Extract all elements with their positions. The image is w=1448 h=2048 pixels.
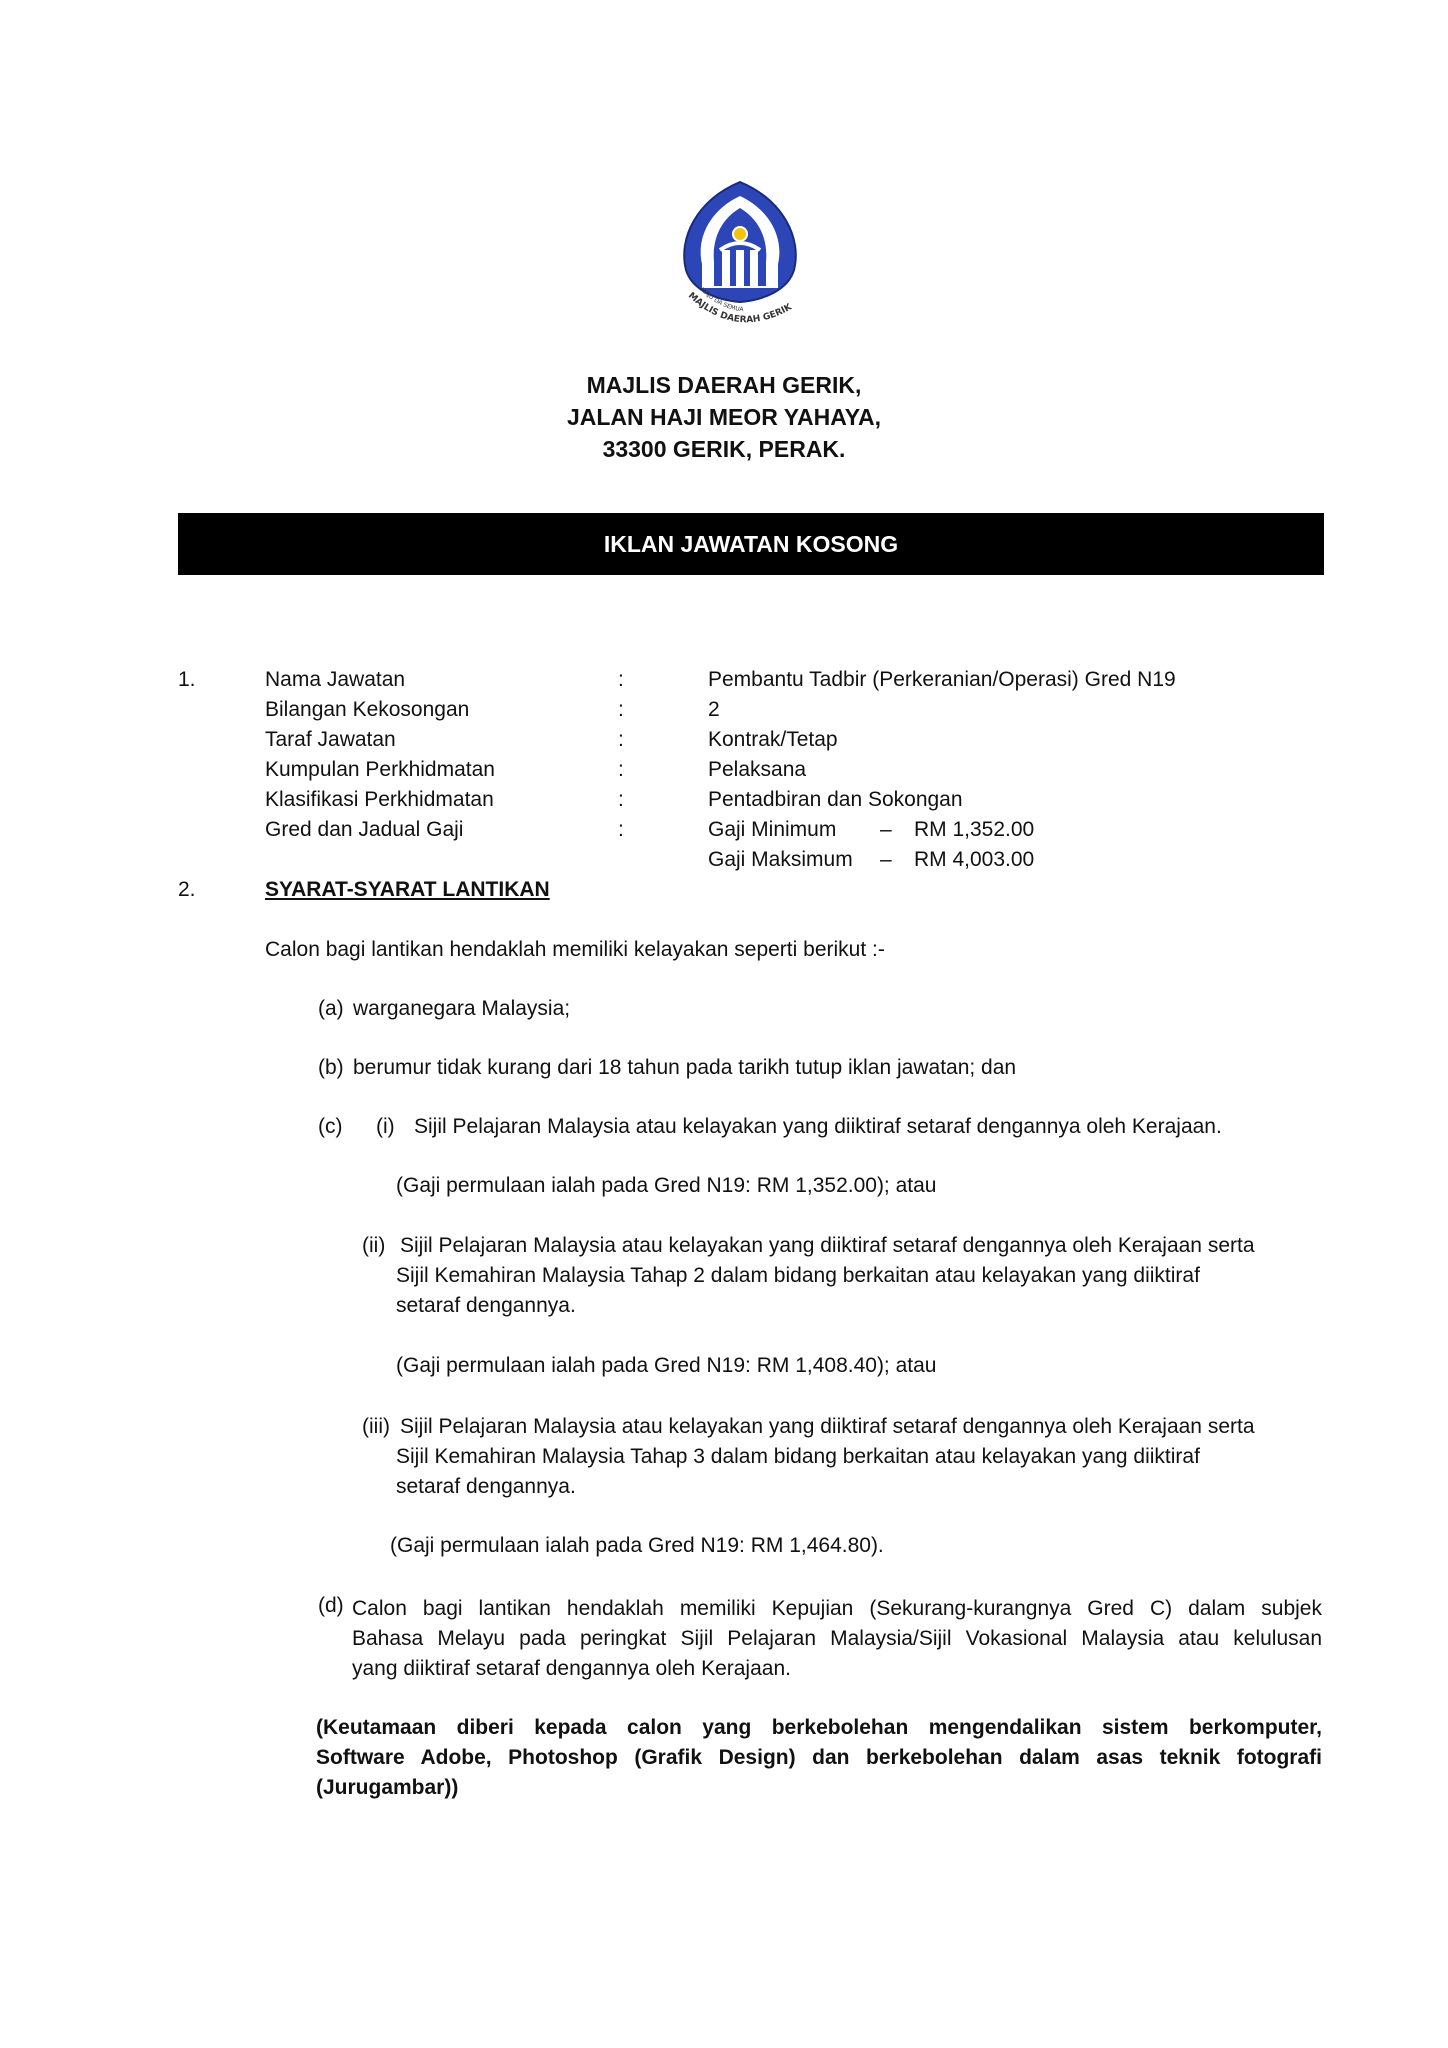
council-emblem-icon [672,178,808,334]
title-banner: IKLAN JAWATAN KOSONG [178,513,1324,575]
item-d-line2: Bahasa Melayu pada peringkat Sijil Pelajaran Malaysia/Sijil Vokasional Malaysia atau kelulusan [352,1627,1322,1650]
section-2-title: SYARAT-SYARAT LANTIKAN [265,878,550,901]
section-1-number: 1. [178,668,196,691]
item-b-text: berumur tidak kurang dari 18 tahun pada tarikh tutup iklan jawatan; dan [353,1056,1017,1079]
priority-note-line3: (Jurugambar)) [316,1776,459,1799]
field-value-nama-jawatan: Pembantu Tadbir (Perkeranian/Operasi) Gred N19 [708,668,1176,691]
item-a-mark: (a) [318,997,344,1020]
salary-max-amount: RM 4,003.00 [914,848,1035,871]
field-label-nama-jawatan: Nama Jawatan [265,668,406,691]
salary-max-dash: – [880,848,892,871]
item-c-iii-line3: setaraf dengannya. [396,1475,576,1498]
priority-note-line2: Software Adobe, Photoshop (Grafik Design) dan berkebolehan dalam asas teknik fotografi [316,1746,1322,1769]
field-label-klasifikasi: Klasifikasi Perkhidmatan [265,788,494,811]
field-colon: : [618,818,624,841]
field-label-bilangan: Bilangan Kekosongan [265,698,470,721]
item-c-ii-line2: Sijil Kemahiran Malaysia Tahap 2 dalam bidang berkaitan atau kelayakan yang diiktiraf [396,1264,1200,1287]
item-a-text: warganegara Malaysia; [353,997,571,1020]
logo-motto-text: MAJU DA SEMUA [698,286,744,314]
salary-min-dash: – [880,818,892,841]
priority-note-line1: (Keutamaan diberi kepada calon yang berkebolehan mengendalikan sistem berkomputer, [316,1716,1322,1739]
item-c-iii-line1: Sijil Pelajaran Malaysia atau kelayakan yang diiktiraf setaraf dengannya oleh Kerajaan serta [400,1415,1255,1438]
salary-max-label: Gaji Maksimum [708,848,853,871]
field-value-klasifikasi: Pentadbiran dan Sokongan [708,788,963,811]
item-c-i-note: (Gaji permulaan ialah pada Gred N19: RM 1,352.00); atau [396,1174,937,1197]
salary-min-label: Gaji Minimum [708,818,837,841]
item-c-iii-line2: Sijil Kemahiran Malaysia Tahap 3 dalam bidang berkaitan atau kelayakan yang diiktiraf [396,1445,1200,1468]
field-value-kumpulan: Pelaksana [708,758,807,781]
item-c-ii-line1: Sijil Pelajaran Malaysia atau kelayakan yang diiktiraf setaraf dengannya oleh Kerajaan serta [400,1234,1255,1257]
salary-min-amount: RM 1,352.00 [914,818,1035,841]
field-colon: : [618,728,624,751]
item-c-ii-line3: setaraf dengannya. [396,1294,576,1317]
field-colon: : [618,788,624,811]
item-d-line3: yang diiktiraf setaraf dengannya oleh Kerajaan. [352,1657,791,1680]
council-logo [672,178,808,334]
item-c-ii-note: (Gaji permulaan ialah pada Gred N19: RM 1,408.40); atau [396,1354,937,1377]
item-c-i-mark: (i) [376,1115,395,1138]
section-2-number: 2. [178,878,196,901]
field-label-taraf: Taraf Jawatan [265,728,396,751]
item-c-mark: (c) [318,1115,343,1138]
item-d-line1: Calon bagi lantikan hendaklah memiliki Kepujian (Sekurang-kurangnya Gred C) dalam subjek [352,1597,1322,1620]
requirements-intro: Calon bagi lantikan hendaklah memiliki kelayakan seperti berikut :- [265,938,885,961]
field-value-bilangan: 2 [708,698,720,721]
field-label-kumpulan: Kumpulan Perkhidmatan [265,758,495,781]
header-line-1: MAJLIS DAERAH GERIK, [586,372,862,398]
item-b-mark: (b) [318,1056,344,1079]
item-c-iii-note: (Gaji permulaan ialah pada Gred N19: RM 1,464.80). [390,1534,884,1557]
item-c-ii-mark: (ii) [362,1234,386,1257]
item-c-i-text: Sijil Pelajaran Malaysia atau kelayakan yang diiktiraf setaraf dengannya oleh Kerajaan. [414,1115,1222,1138]
field-colon: : [618,668,624,691]
header-line-2: JALAN HAJI MEOR YAHAYA, [566,404,881,430]
field-label-gred-gaji: Gred dan Jadual Gaji [265,818,464,841]
item-d-mark: (d) [318,1594,344,1617]
field-colon: : [618,698,624,721]
logo-name-text: MAJLIS DAERAH GERIK [686,290,794,326]
field-colon: : [618,758,624,781]
header-line-3: 33300 GERIK, PERAK. [602,436,846,462]
field-value-taraf: Kontrak/Tetap [708,728,838,751]
item-c-iii-mark: (iii) [362,1415,390,1438]
